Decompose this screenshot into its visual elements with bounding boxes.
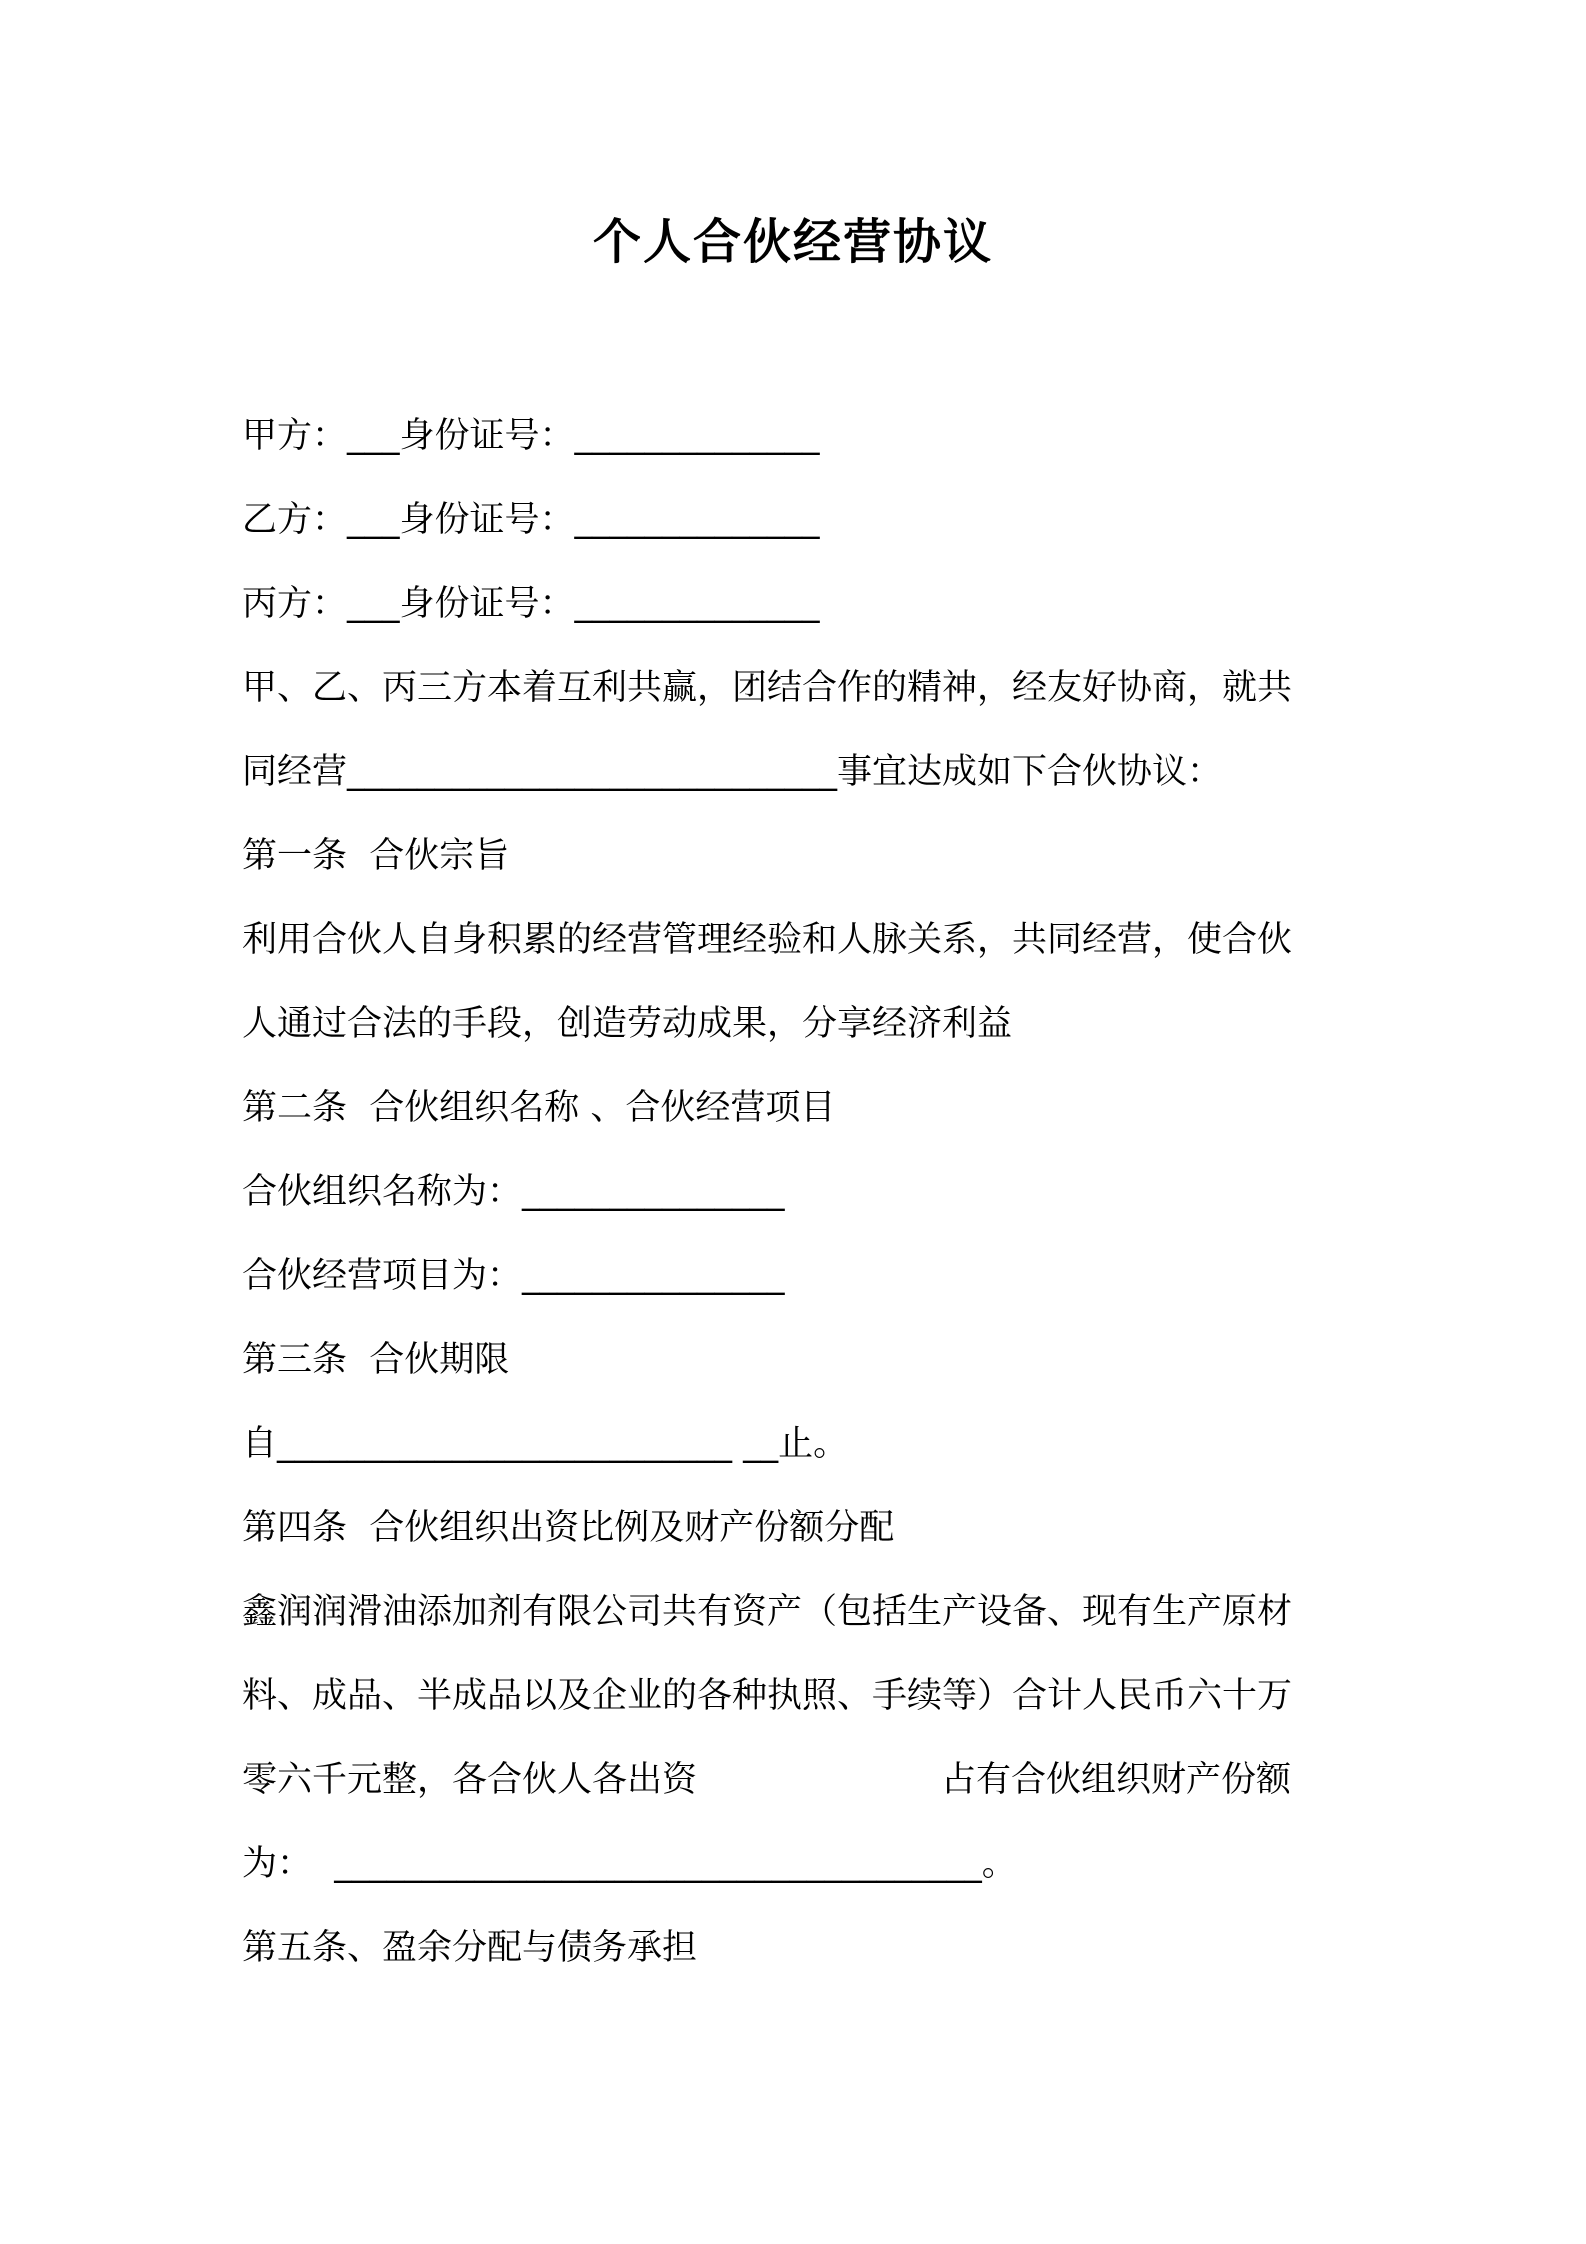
party-c-line: 丙方：___身份证号：______________ [242,584,820,624]
article-4-heading: 第四条 合伙组织出资比例及财产份额分配 [242,1508,895,1548]
partnership-project-line: 合伙经营项目为：_______________ [242,1256,785,1296]
intro-line-1: 甲、乙、丙三方本着互利共赢，团结合作的精神，经友好协商，就共 [242,668,1293,708]
share-text: 占有合伙组织财产份额 [941,1760,1292,1800]
article-4-body-line-2: 料、成品、半成品以及企业的各种执照、手续等）合计人民币六十万 [242,1676,1293,1716]
article-1-body-line-2: 人通过合法的手段，创造劳动成果，分享经济利益 [242,1004,1013,1044]
partnership-name-line: 合伙组织名称为：_______________ [242,1172,785,1212]
party-a-line: 甲方：___身份证号：______________ [242,416,820,456]
article-4-body-line-3 [242,1756,1362,1804]
article-4-body-line-4: 为： _____________________________________。 [242,1844,1017,1884]
article-2-heading: 第二条 合伙组织名称 、合伙经营项目 [242,1088,836,1128]
term-line: 自__________________________ __止。 [242,1424,849,1464]
party-b-line: 乙方：___身份证号：______________ [242,500,820,540]
article-5-heading: 第五条、盈余分配与债务承担 [242,1928,698,1968]
article-4-body-line-1: 鑫润润滑油添加剂有限公司共有资产（包括生产设备、现有生产原材 [242,1592,1293,1632]
article-1-body-line-1: 利用合伙人自身积累的经营管理经验和人脉关系，共同经营，使合伙 [242,920,1293,960]
contribution-text: 零六千元整，各合伙人各出资 [242,1760,698,1800]
intro-line-2: 同经营____________________________事宜达成如下合伙协议： [242,752,1223,792]
document-title: 个人合伙经营协议 [592,214,993,270]
article-1-heading: 第一条 合伙宗旨 [242,836,510,876]
article-3-heading: 第三条 合伙期限 [242,1340,510,1380]
